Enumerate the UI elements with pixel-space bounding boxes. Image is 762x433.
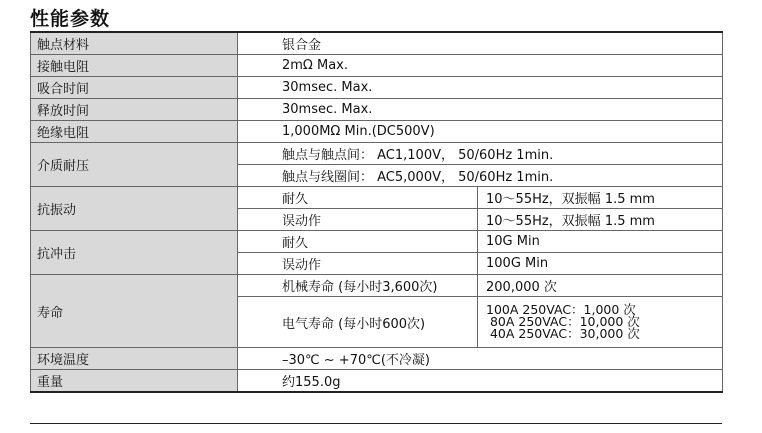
row-value: 触点与线圈间： AC5,000V， 50/60Hz 1min.: [238, 165, 723, 187]
bottom-rule: [30, 423, 722, 424]
row-value: 银合金: [238, 32, 723, 55]
row-sublabel: 耐久: [238, 231, 478, 253]
row-value: 100G Min: [478, 253, 723, 275]
row-value: 10G Min: [478, 231, 723, 253]
row-value: 10～55Hz，双振幅 1.5 mm: [478, 209, 723, 231]
row-value: 10～55Hz，双振幅 1.5 mm: [478, 187, 723, 209]
row-label: 接触电阻: [31, 55, 238, 77]
row-sublabel: 误动作: [238, 253, 478, 275]
row-value: 200,000 次: [478, 275, 723, 297]
table-row: [31, 348, 723, 370]
rating-line: 40A 250VAC：30,000 次: [486, 326, 640, 341]
row-value: –30℃ ~ +70℃(不冷凝): [238, 348, 723, 370]
row-value: 30msec. Max.: [238, 77, 723, 99]
row-sublabel: 机械寿命 (每小时3,600次): [238, 275, 478, 297]
row-value: 1,000MΩ Min.(DC500V): [238, 121, 723, 143]
table-row: [31, 370, 723, 393]
row-label: 触点材料: [31, 32, 238, 55]
page-title: 性能参数: [30, 8, 111, 30]
row-label: 抗振动: [31, 187, 238, 231]
row-value: 约155.0g: [238, 370, 723, 393]
table-row: [31, 121, 723, 143]
table-row: [31, 77, 723, 99]
row-value: 30msec. Max.: [238, 99, 723, 121]
row-value: 触点与触点间： AC1,100V， 50/60Hz 1min.: [238, 143, 723, 165]
row-sublabel: 电气寿命 (每小时600次): [238, 297, 478, 348]
row-value-multiline: [478, 297, 723, 348]
table-row: [31, 55, 723, 77]
row-label: 释放时间: [31, 99, 238, 121]
row-sublabel: 耐久: [238, 187, 478, 209]
row-value: 2mΩ Max.: [238, 55, 723, 77]
row-label: 绝缘电阻: [31, 121, 238, 143]
row-label: 寿命: [31, 275, 238, 348]
row-label: 介质耐压: [31, 143, 238, 187]
table-row: [31, 187, 723, 209]
row-label: 吸合时间: [31, 77, 238, 99]
table-row: [31, 231, 723, 253]
row-label: 重量: [31, 370, 238, 393]
row-sublabel: 误动作: [238, 209, 478, 231]
rating-line: 80A 250VAC：10,000 次: [486, 314, 640, 329]
table-row: [31, 99, 723, 121]
table-row: [31, 275, 723, 297]
rating-line: 100A 250VAC：1,000 次: [486, 302, 636, 317]
table-row: [31, 143, 723, 165]
electrical-life-ratings: [486, 304, 722, 340]
spec-table: [30, 31, 723, 393]
row-label: 环境温度: [31, 348, 238, 370]
row-label: 抗冲击: [31, 231, 238, 275]
table-row: [31, 32, 723, 55]
